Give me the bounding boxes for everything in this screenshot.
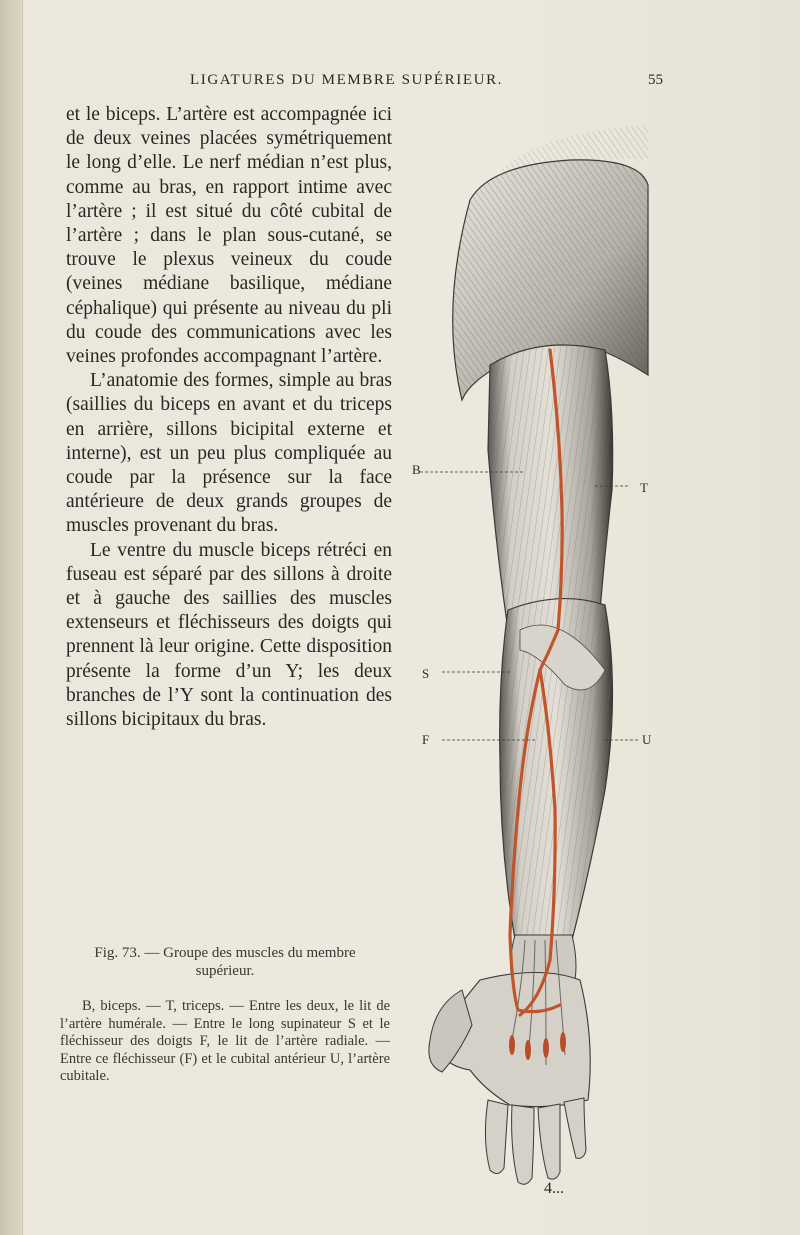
page-gutter: [0, 0, 23, 1235]
figure-legend: B, biceps. — T, triceps. — Entre les deux, le lit de l’artère humérale. — Entre le long supinateur S et le fléchisseur des doigts F, le lit de l’artère radiale. — Entre ce fléchisseur (F) et le cubital antérieur U, l’artère cubitale.: [60, 998, 390, 1085]
label-f: F: [422, 732, 430, 747]
page-number: 55: [648, 72, 663, 88]
arm-muscle-drawing: [400, 110, 670, 1190]
body-text: [66, 103, 392, 732]
signature-mark: 4...: [544, 1180, 564, 1197]
label-t: T: [640, 480, 648, 495]
paragraph-3: Le ventre du muscle biceps rétréci en fuseau est séparé par des sillons à droite et à gauche des saillies des muscles extenseurs et fléchisseurs des doigts qui prennent là leur origine. Cette disposition présente la forme d’un Y; les deux branches de l’Y sont la continuation des sillons bicipitaux du bras.: [66, 539, 392, 731]
figure-title: Fig. 73. — Groupe des muscles du membre supérieur.: [94, 945, 356, 979]
figure-caption: [60, 944, 390, 1086]
arm-muscle-illustration: [400, 110, 670, 1190]
label-u: U: [642, 732, 652, 747]
running-head: LIGATURES DU MEMBRE SUPÉRIEUR.: [190, 72, 504, 88]
paragraph-1: et le biceps. L’artère est accompagnée ici de deux veines placées symétriquement le long d’elle. Le nerf médian n’est plus, comme au bras, en rapport intime avec l’artère ; il est situé du côté cubital de l’artère ; dans le plan sous-cutané, se trouve le plexus veineux du coude (veines médiane basilique, médiane céphalique) qui présente au niveau du pli du coude des communications avec les veines profondes accompagnant l’artère.: [66, 104, 392, 368]
label-s: S: [422, 666, 430, 681]
label-b: B: [412, 462, 421, 477]
paragraph-2: L’anatomie des formes, simple au bras (saillies du biceps en avant et du triceps en arrière, sillons bicipital externe et interne), est un peu plus compliquée au coude par la présence sur la face antérieure de deux grands groupes de muscles provenant du bras.: [66, 370, 392, 537]
